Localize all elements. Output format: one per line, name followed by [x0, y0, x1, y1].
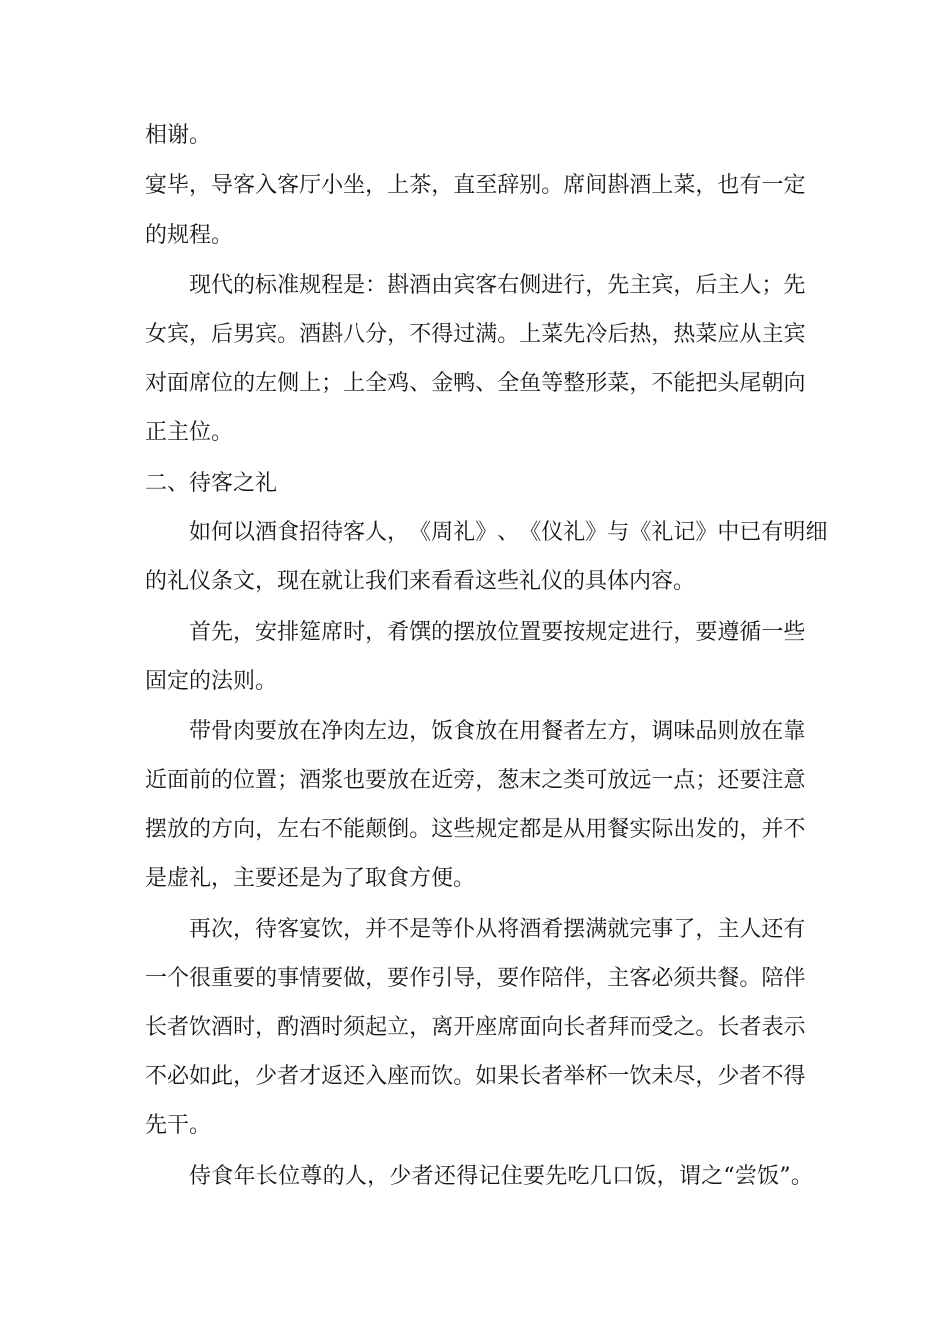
text-line: 如 何 以 酒 食 招 待 客 人 ， 《 周 礼 》 、 《 仪 礼 》 与 《 礼 记 》 中 已 有 明 细: [189, 520, 828, 545]
text-line: 的礼仪条文，现在就让我们来看看这些礼仪的具体内容。: [145, 569, 696, 594]
text-line: 一 个 很 重 要 的 事 情 要 做 ， 要 作 引 导 ， 要 作 陪 伴 ， 主 客 必 须 共 餐 。 陪 伴: [145, 966, 806, 991]
text-line: 不 必 如 此 ， 少 者 才 返 还 入 座 而 饮 。 如 果 长 者 举 杯 一 饮 未 尽 ， 少 者 不 得: [145, 1064, 806, 1089]
text-line: 女 宾 ， 后 男 宾 。 酒 斟 八 分 ， 不 得 过 满 。 上 菜 先 冷 后 热 ， 热 菜 应 从 主 宾: [145, 322, 806, 347]
text-line: 摆 放 的 方 向 ， 左 右 不 能 颠 倒 。 这 些 规 定 都 是 从 用 餐 实 际 出 发 的 ， 并 不: [145, 817, 806, 842]
text-line: 近 面 前 的 位 置 ； 酒 浆 也 要 放 在 近 旁 ， 葱 末 之 类 可 放 远 一 点 ； 还 要 注 意: [145, 768, 806, 793]
section-heading: 二、待客之礼: [145, 471, 278, 496]
text-line: 长 者 饮 酒 时 ， 酌 酒 时 须 起 立 ， 离 开 座 席 面 向 长 者 拜 而 受 之 。 长 者 表 示: [145, 1015, 806, 1040]
text-line: 先干。: [145, 1113, 212, 1138]
text-line: 带 骨 肉 要 放 在 净 肉 左 边 ， 饭 食 放 在 用 餐 者 左 方 ， 调 味 品 则 放 在 靠: [189, 719, 806, 744]
text-line: 固定的法则。: [145, 669, 278, 694]
text-line: 相谢。: [145, 123, 212, 148]
text-line: 宴 毕 ， 导 客 入 客 厅 小 坐 ， 上 茶 ， 直 至 辞 别 。 席 间 斟 酒 上 菜 ， 也 有 一 定: [145, 173, 806, 198]
text-line: 对 面 席 位 的 左 侧 上 ； 上 全 鸡 、 金 鸭 、 全 鱼 等 整 形 菜 ， 不 能 把 头 尾 朝 向: [145, 371, 806, 396]
text-line: 首 先 ， 安 排 筵 席 时 ， 肴 馔 的 摆 放 位 置 要 按 规 定 进 行 ， 要 遵 循 一 些: [189, 620, 806, 645]
text-line: 现 代 的 标 准 规 程 是 ： 斟 酒 由 宾 客 右 侧 进 行 ， 先 主 宾 ， 后 主 人 ； 先: [189, 273, 806, 298]
text-line: 侍 食 年 长 位 尊 的 人 ， 少 者 还 得 记 住 要 先 吃 几 口 饭 ， 谓 之 “ 尝 饭 ” 。: [189, 1164, 813, 1189]
text-line: 的规程。: [145, 223, 234, 248]
text-line: 是虚礼，主要还是为了取食方便。: [145, 866, 476, 891]
text-line: 正主位。: [145, 420, 234, 445]
text-line: 再 次 ， 待 客 宴 饮 ， 并 不 是 等 仆 从 将 酒 肴 摆 满 就 完 事 了 ， 主 人 还 有: [189, 917, 806, 942]
